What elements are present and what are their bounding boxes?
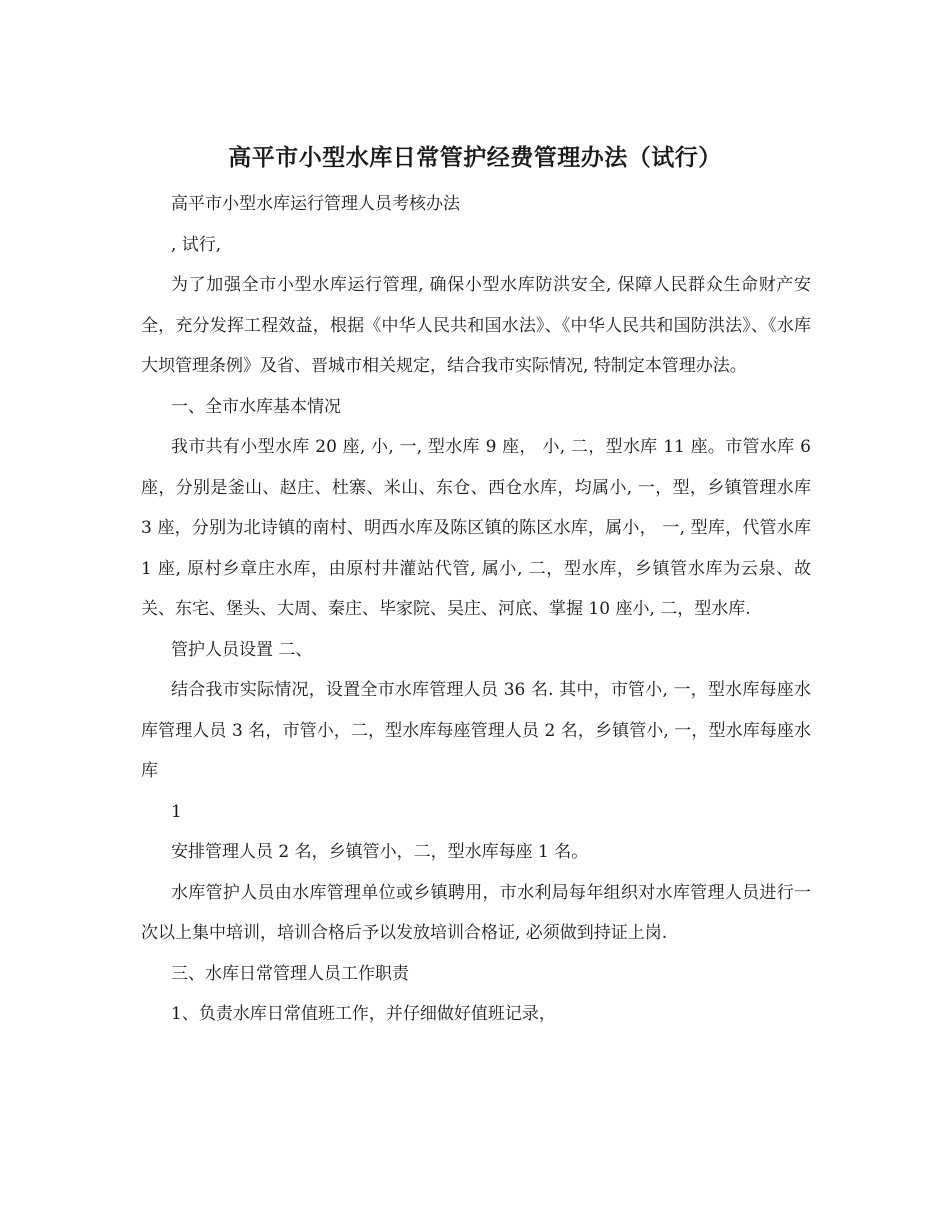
section-heading-1: 一、全市水库基本情况	[171, 396, 341, 417]
section-heading-2: 管护人员设置 二、	[171, 639, 313, 660]
document-body	[141, 184, 811, 1035]
document-title: 高平市小型水库日常管护经费管理办法（试行）	[228, 144, 722, 171]
purpose-paragraph: 为了加强全市小型水库运行管理, 确保小型水库防洪安全, 保障人民群众生命财产安全，充分发挥工程效益，根据《中华人民共和国水法》、《中华人民共和国防洪法》、《水库大坝管理条例》及省、晋城市相关规定，结合我市实际情况, 特制定本管理办法。	[141, 275, 811, 376]
staffing-paragraph: 结合我市实际情况，设置全市水库管理人员 36 名. 其中，市管小, 一，型水库每座水库管理人员 3 名，市管小，二，型水库每座管理人员 2 名，乡镇管小, 一，型水库每座水库	[141, 680, 811, 781]
duty-item-1: 1、负责水库日常值班工作，并仔细做好值班记录，	[171, 1004, 556, 1024]
trial-note-paragraph: , 试行,	[171, 234, 222, 255]
training-paragraph: 水库管护人员由水库管理单位或乡镇聘用，市水利局每年组织对水库管理人员进行一次以上集中培训，培训合格后予以发放培训合格证, 必须做到持证上岗.	[141, 882, 811, 943]
reservoir-overview-paragraph: 我市共有小型水库 20 座, 小, 一, 型水库 9 座， 小, 二，型水库 11 座。市管水库 6 座，分别是釜山、赵庄、杜寨、米山、东仓、西仓水库，均属小, 一，型，乡镇管理水库 3 座，分别为北诗镇的南村、明西水库及陈区镇的陈区水库，属小， 一, 型库，代管水库 1 座, 原村乡章庄水库，由原村井灌站代管, 属小, 二，型水库，乡镇管水库为云泉、故关、东宅、堡头、大周、秦庄、毕家院、吴庄、河底、掌握 10 座小, 二，型水库.	[141, 437, 811, 619]
staffing-continued-paragraph: 安排管理人员 2 名，乡镇管小，二，型水库每座 1 名。	[171, 842, 589, 862]
page-number: 1	[171, 801, 182, 822]
section-heading-3: 三、水库日常管理人员工作职责	[171, 963, 409, 984]
subtitle-paragraph: 高平市小型水库运行管理人员考核办法	[171, 194, 460, 214]
